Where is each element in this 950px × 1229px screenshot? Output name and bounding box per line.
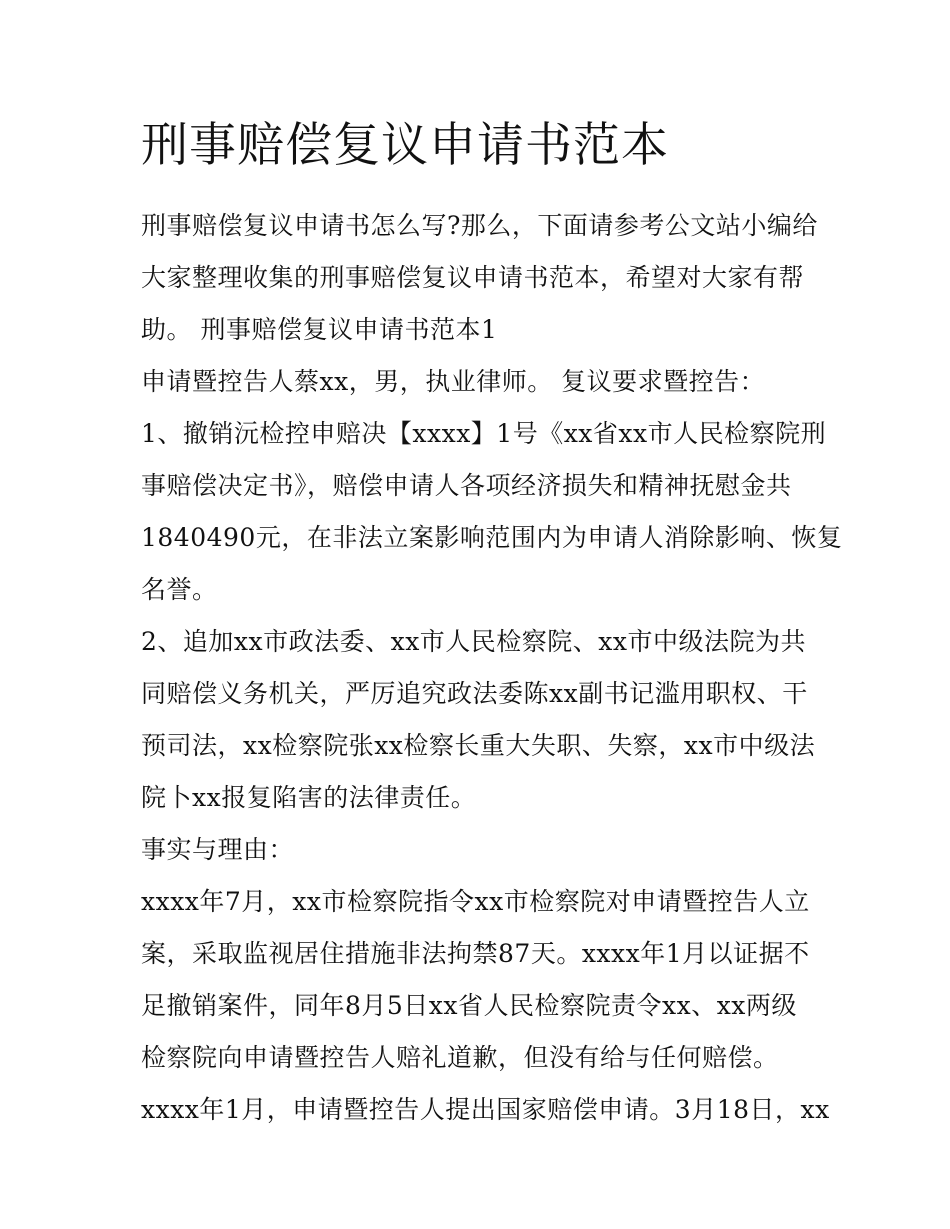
document-title: 刑事赔偿复议申请书范本 bbox=[141, 118, 669, 173]
body-line: 预司法，xx检察院张xx检察长重大失职、失察，xx市中级法 bbox=[141, 731, 816, 760]
body-line: 事实与理由： bbox=[141, 835, 295, 864]
body-line: 1840490元，在非法立案影响范围内为申请人消除影响、恢复 bbox=[141, 523, 843, 552]
body-line: 1、撤销沅检控申赔决【xxxx】1号《xx省xx市人民检察院刑 bbox=[141, 419, 827, 448]
body-line: 检察院向申请暨控告人赔礼道歉，但没有给与任何赔偿。 bbox=[141, 1043, 779, 1072]
body-line: xxxx年7月，xx市检察院指令xx市检察院对申请暨控告人立 bbox=[141, 887, 810, 916]
document-body bbox=[141, 112, 843, 1136]
body-line: 名誉。 bbox=[141, 575, 218, 604]
body-line: 大家整理收集的刑事赔偿复议申请书范本，希望对大家有帮 bbox=[141, 263, 805, 292]
body-line: 事赔偿决定书》，赔偿申请人各项经济损失和精神抚慰金共 bbox=[141, 471, 792, 500]
body-line: 助。 刑事赔偿复议申请书范本1 bbox=[141, 315, 498, 344]
body-line: 申请暨控告人蔡xx，男，执业律师。 复议要求暨控告： bbox=[141, 367, 766, 396]
body-line: xxxx年1月，申请暨控告人提出国家赔偿申请。3月18日，xx bbox=[141, 1095, 830, 1124]
body-line: 2、追加xx市政法委、xx市人民检察院、xx市中级法院为共 bbox=[141, 627, 807, 656]
body-line: 刑事赔偿复议申请书怎么写?那么，下面请参考公文站小编给 bbox=[141, 211, 818, 240]
body-line: 院卜xx报复陷害的法律责任。 bbox=[141, 783, 477, 812]
body-line: 案，采取监视居住措施非法拘禁87天。xxxx年1月以证据不 bbox=[141, 939, 810, 968]
body-line: 同赔偿义务机关，严厉追究政法委陈xx副书记滥用职权、干 bbox=[141, 679, 808, 708]
body-line: 足撤销案件，同年8月5日xx省人民检察院责令xx、xx两级 bbox=[141, 991, 797, 1020]
